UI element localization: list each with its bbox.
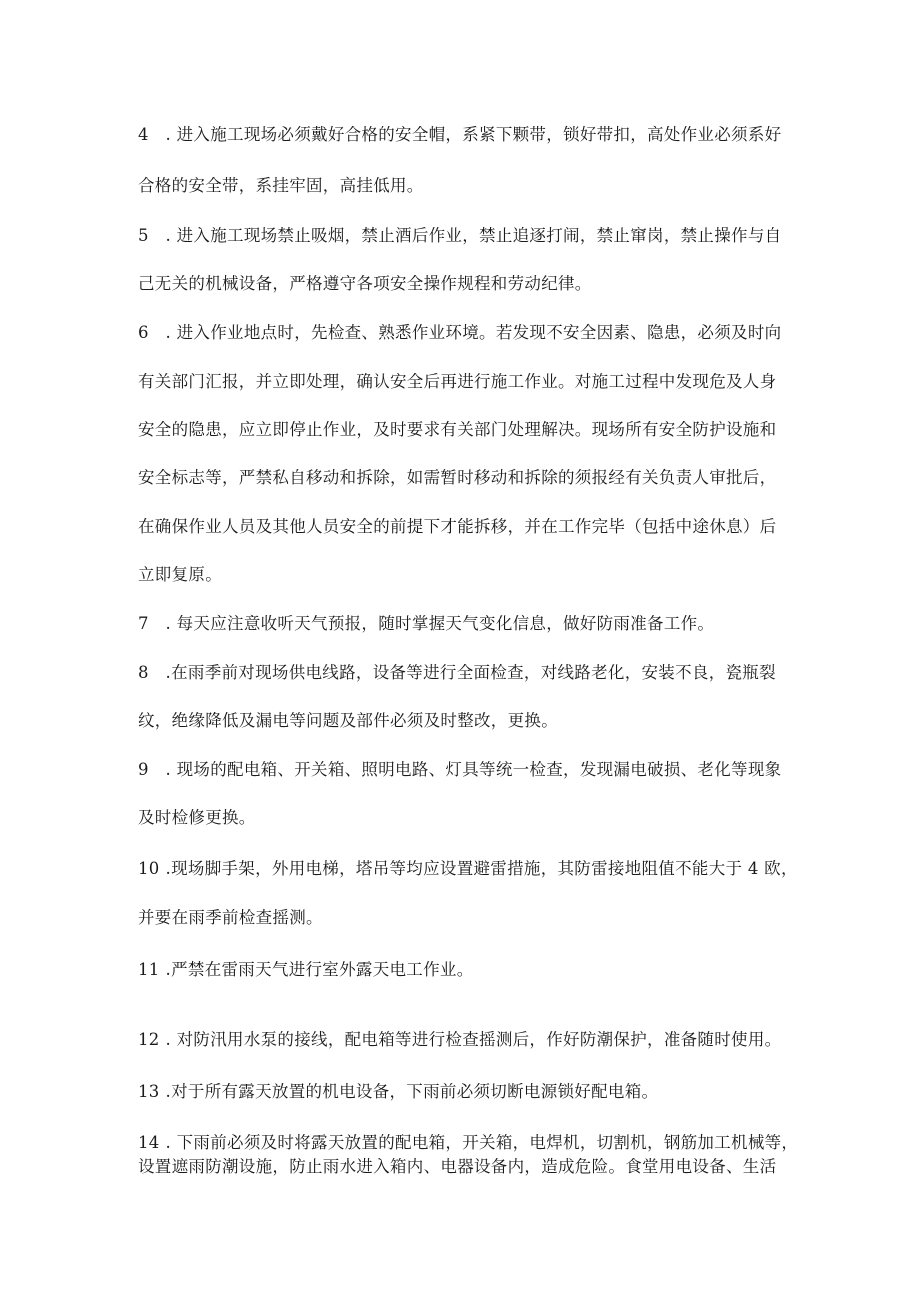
- item-5-line-2: 己无关的机械设备，严格遵守各项安全操作规程和劳动纪律。: [138, 274, 592, 293]
- item-4-line-1: [138, 123, 781, 147]
- item-text: .对于所有露天放置的机电设备，下雨前必须切断电源锁好配电箱。: [165, 1082, 659, 1101]
- item-text: . 现场的配电箱、开关箱、照明电路、灯具等统一检查，发现漏电破损、老化等现象: [165, 760, 782, 779]
- item-5-line-1: [138, 224, 781, 248]
- item-text: . 对防汛用水泵的接线，配电箱等进行检查摇测后，作好防潮保护，准备随时使用。: [165, 1030, 782, 1049]
- item-14-line-1: [138, 1131, 798, 1155]
- item-6-line-4: 安全标志等，严禁私自移动和拆除，如需暂时移动和拆除的须报经有关负责人审批后，: [138, 468, 777, 487]
- item-number: 11: [138, 960, 160, 979]
- item-12-line-1: [138, 1028, 781, 1052]
- item-6-line-3: 安全的隐患，应立即停止作业，及时要求有关部门处理解决。现场所有安全防护设施和: [138, 420, 777, 439]
- item-number: 10: [138, 859, 160, 878]
- item-text: .严禁在雷雨天气进行室外露天电工作业。: [165, 960, 474, 979]
- item-8-line-1: [138, 661, 776, 685]
- item-13-line-1: [138, 1080, 658, 1104]
- item-number: 4: [138, 125, 149, 144]
- item-text: .在雨季前对现场供电线路，设备等进行全面检查，对线路老化，安装不良，瓷瓶裂: [165, 663, 776, 682]
- item-6-line-5: 在确保作业人员及其他人员安全的前提下才能拆移，并在工作完毕（包括中途休息）后: [138, 517, 777, 536]
- item-number: 12: [138, 1030, 160, 1049]
- item-number: 14: [138, 1133, 160, 1152]
- item-number: 13: [138, 1082, 160, 1101]
- item-number: 5: [138, 226, 149, 245]
- item-text: . 进入作业地点时，先检查、熟悉作业环境。若发现不安全因素、隐患，必须及时向: [165, 323, 782, 342]
- item-number: 9: [138, 760, 149, 779]
- item-number: 8: [138, 663, 149, 682]
- item-text: . 进入施工现场禁止吸烟，禁止酒后作业，禁止追逐打闹，禁止窜岗，禁止操作与自: [165, 226, 782, 245]
- item-6-line-1: [138, 321, 781, 345]
- item-text: . 进入施工现场必须戴好合格的安全帽，系紧下颗带，锁好带扣，高处作业必须系好: [165, 125, 782, 144]
- item-8-line-2: 纹，绝缘降低及漏电等问题及部件必须及时整改，更换。: [138, 711, 558, 730]
- item-number: 6: [138, 323, 149, 342]
- item-4-line-2: 合格的安全带，系挂牢固，高挂低用。: [138, 176, 424, 195]
- item-text: . 每天应注意收听天气预报，随时掌握天气变化信息，做好防雨准备工作。: [165, 614, 715, 633]
- item-text: .现场脚手架，外用电梯，塔吊等均应设置避雷措施，其防雷接地阻值不能大于 4 欧，: [165, 859, 798, 878]
- item-number: 7: [138, 614, 149, 633]
- item-9-line-2: 及时检修更换。: [138, 808, 256, 827]
- item-7-line-1: [138, 612, 714, 636]
- item-10-line-1: [138, 857, 798, 881]
- item-14-line-2: 设置遮雨防潮设施，防止雨水进入箱内、电器设备内，造成危险。食堂用电设备、生活: [138, 1157, 777, 1176]
- item-9-line-1: [138, 758, 781, 782]
- item-6-line-6: 立即复原。: [138, 565, 222, 584]
- item-10-line-2: 并要在雨季前检查摇测。: [138, 908, 323, 927]
- item-text: . 下雨前必须及时将露天放置的配电箱，开关箱，电焊机，切割机，钢筋加工机械等，: [165, 1133, 799, 1152]
- item-11-line-1: [138, 958, 474, 982]
- item-6-line-2: 有关部门汇报，并立即处理，确认安全后再进行施工作业。对施工过程中发现危及人身: [138, 372, 777, 391]
